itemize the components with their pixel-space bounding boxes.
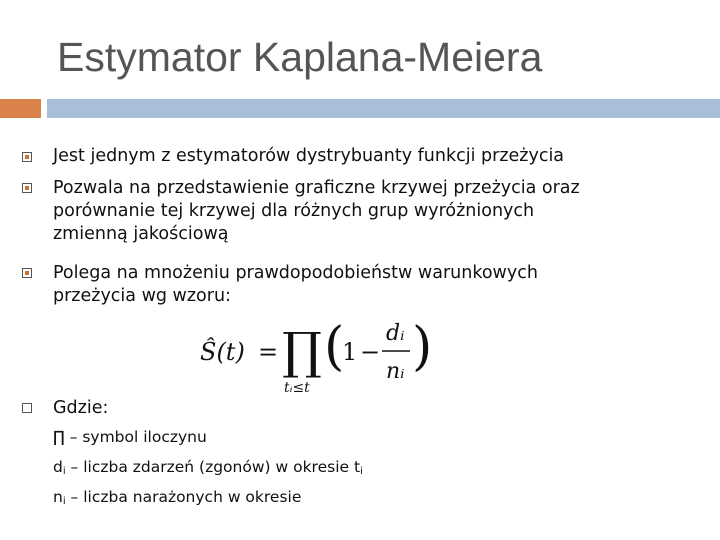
formula-equals: = <box>258 338 279 366</box>
bullet-marker <box>22 403 32 413</box>
n-description: – liczba narażonych w okresie <box>65 488 302 506</box>
formula-product: ∏ <box>282 322 322 380</box>
d-description-subscript: i <box>360 466 363 477</box>
product-description: – symbol iloczynu <box>64 428 207 446</box>
n-subscript: i <box>62 496 66 507</box>
formula-lhs: Ŝ(t) <box>200 338 245 366</box>
bullet-line: Polega na mnożeniu prawdopodobieństw warunkowych <box>53 263 538 283</box>
definition-d <box>53 458 363 477</box>
n-symbol: n <box>53 488 63 506</box>
bullet-line: Pozwala na przedstawienie graficzne krzywej przeżycia oraz <box>53 178 580 198</box>
definition-product <box>53 428 207 446</box>
definition-n <box>53 488 301 507</box>
d-subscript: i <box>62 466 66 477</box>
formula-close-paren: ) <box>412 317 433 377</box>
bullet-line: zmienną jakościową <box>53 224 229 244</box>
formula-denominator: nᵢ <box>386 359 405 384</box>
title-rule-bar <box>47 99 720 118</box>
bullet-marker <box>22 268 32 278</box>
bullet-line: Jest jednym z estymatorów dystrybuanty funkcji przeżycia <box>53 146 565 166</box>
d-description: – liczba zdarzeń (zgonów) w okresie t <box>65 458 361 476</box>
bullet-text <box>53 397 108 420</box>
formula-open-paren: ( <box>324 317 345 377</box>
bullet-marker <box>22 183 32 193</box>
title-rule-accent <box>0 99 41 118</box>
bullet-text <box>53 145 564 168</box>
product-symbol: ∏ <box>53 428 65 446</box>
bullet-line: porównanie tej krzywej dla różnych grup wyróżnionych <box>53 201 535 221</box>
bullet-text <box>53 177 580 246</box>
formula-subscript: tᵢ≤t <box>284 380 310 396</box>
bullet-marker <box>22 152 32 162</box>
slide-title: Estymator Kaplana-Meiera <box>57 34 543 80</box>
bullet-line: przeżycia wg wzoru: <box>53 286 231 306</box>
kaplan-meier-formula <box>198 310 438 410</box>
bullet-text <box>53 262 538 308</box>
formula-numerator: dᵢ <box>386 321 405 346</box>
formula-minus: − <box>360 338 381 366</box>
formula-one: 1 <box>342 338 358 366</box>
d-symbol: d <box>53 458 63 476</box>
bullet-line: Gdzie: <box>53 398 109 418</box>
